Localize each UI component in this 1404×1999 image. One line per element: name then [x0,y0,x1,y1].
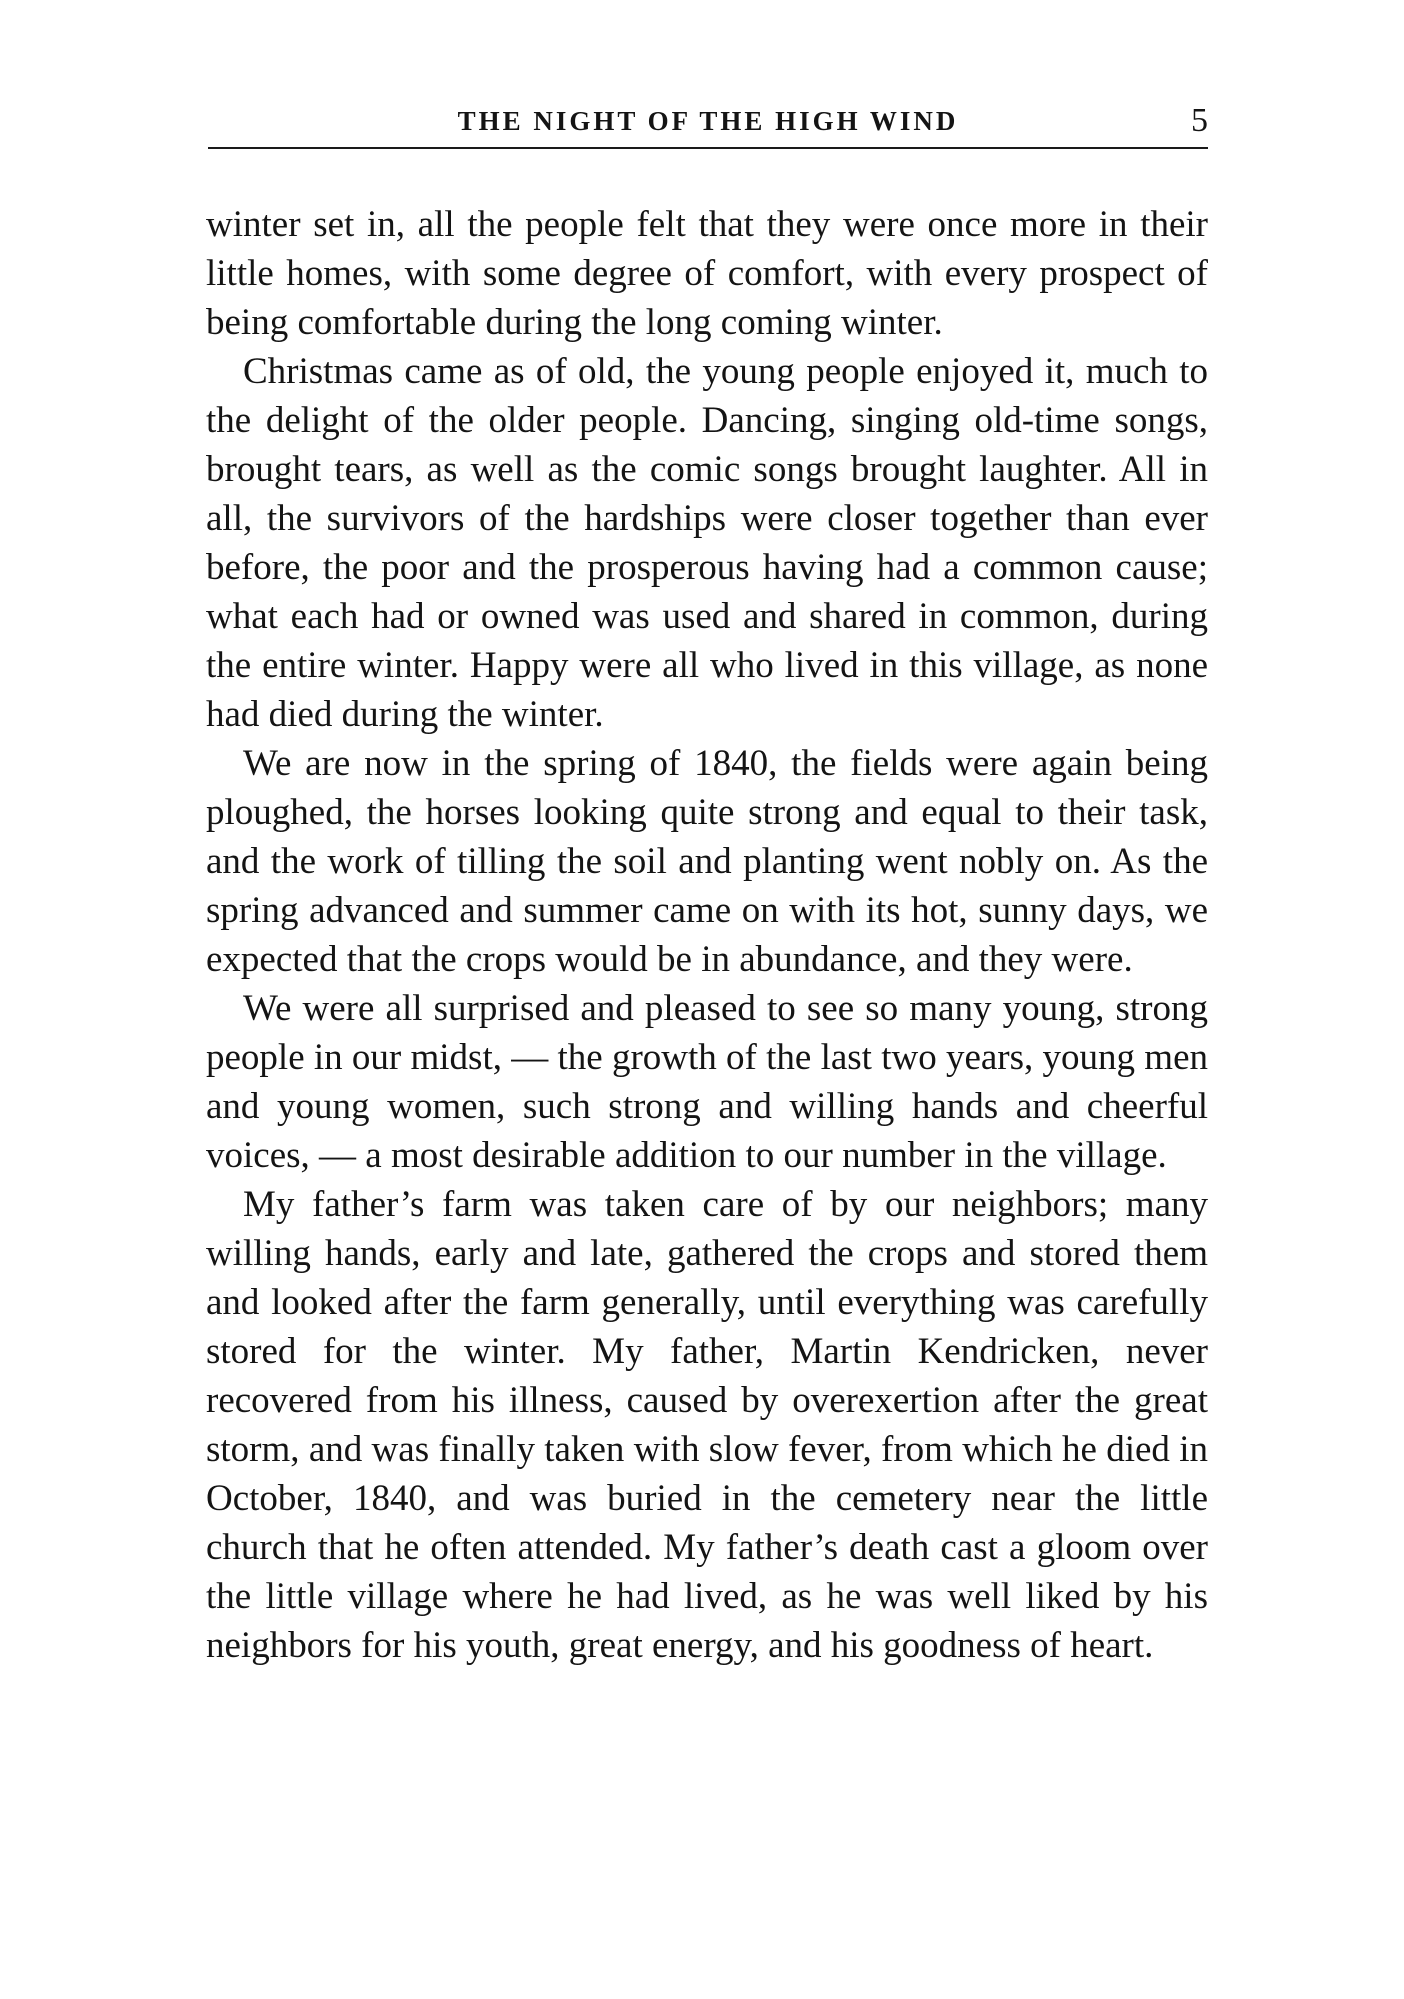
paragraph-3: We are now in the spring of 1840, the fields were again being ploughed, the horses looking quite strong and equal to their task, and the work of tilling the soil and planting went nobly on. As the spring advanced and summer came on with its hot, sunny days, we expected that the crops would be in abundance, and they were. [206,743,1208,980]
paragraph-2: Christmas came as of old, the young people enjoyed it, much to the delight of the older people. Dancing, singing old-time songs, brought tears, as well as the comic songs brought laughter. All in all, the survivors of the hardships were closer together than ever before, the poor and the prosperous having had a common cause; what each had or owned was used and shared in common, during the entire winter. Happy were all who lived in this village, as none had died during the winter. [206,351,1208,735]
page-number: 5 [1191,102,1208,139]
paragraph-5: My father’s farm was taken care of by our neighbors; many willing hands, early and late, gathered the crops and stored them and looked after the farm generally, until everything was carefully stored for the winter. My father, Martin Kendricken, never recovered from his illness, caused by overexertion after the great storm, and was finally taken with slow fever, from which he died in October, 1840, and was buried in the cemetery near the little church that he often attended. My father’s death cast a gloom over the little village where he had lived, as he was well liked by his neighbors for his youth, great energy, and his goodness of heart. [206,1184,1208,1666]
running-title: THE NIGHT OF THE HIGH WIND [457,106,959,136]
running-head [208,102,1208,146]
paragraph-1: winter set in, all the people felt that they were once more in their little homes, with some degree of comfort, with every prospect of being comfortable during the long coming winter. [206,204,1208,343]
paragraph-4: We were all surprised and pleased to see so many young, strong people in our midst, — the growth of the last two years, young men and young women, such strong and willing hands and cheerful voices, — a most desirable addition to our number in the village. [206,988,1208,1176]
body-text [206,200,1208,1670]
header-rule [208,147,1208,149]
